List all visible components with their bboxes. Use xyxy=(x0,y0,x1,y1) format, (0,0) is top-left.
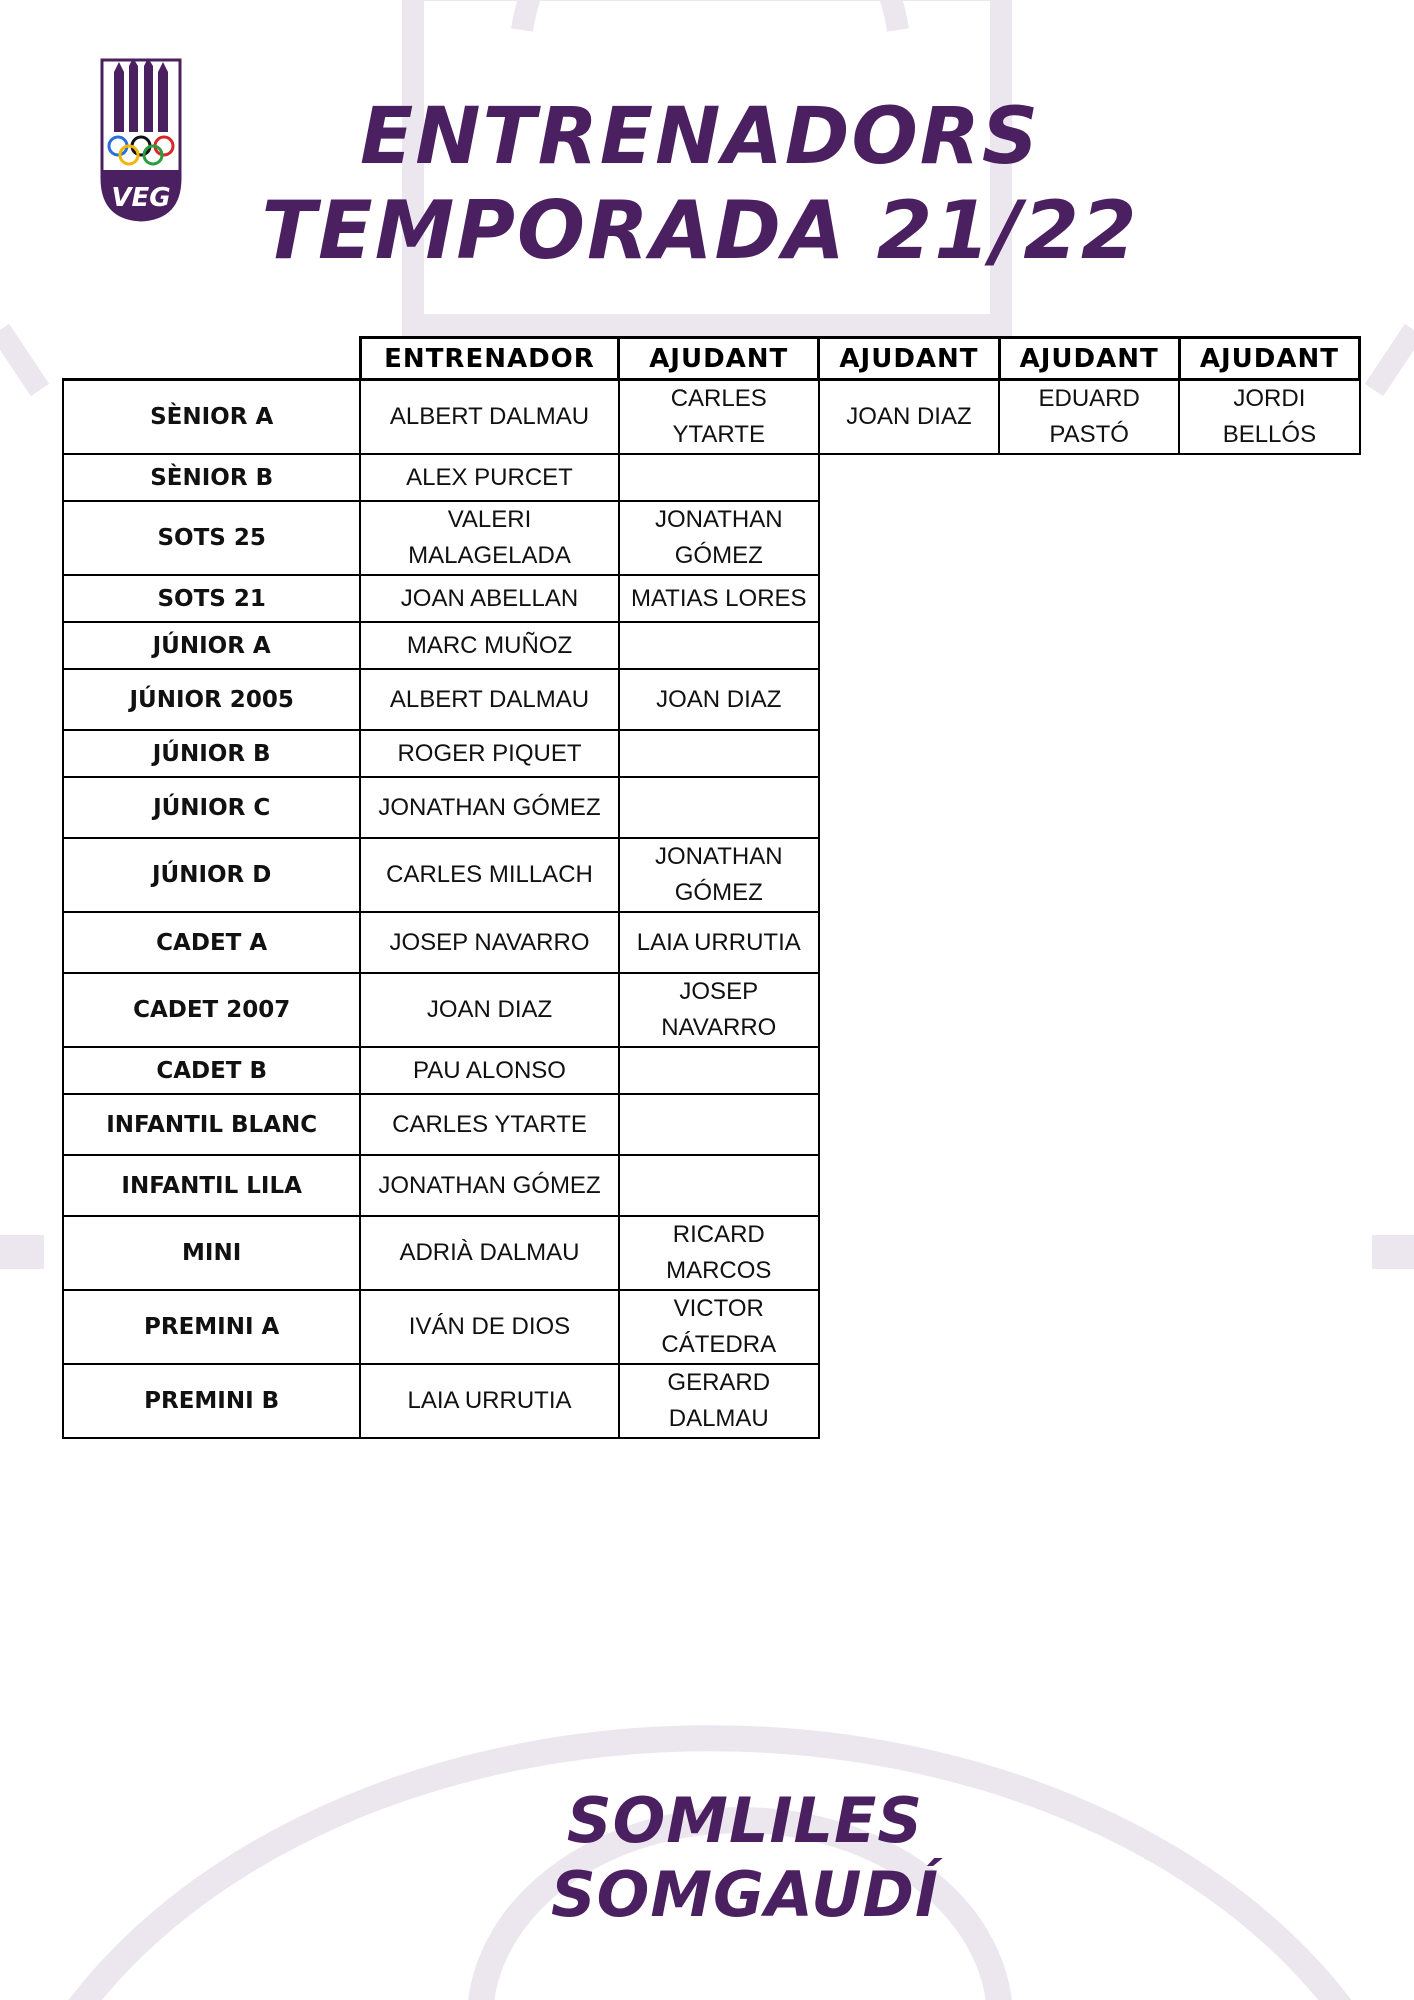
header-entrenador: ENTRENADOR xyxy=(360,338,618,380)
entrenador-cell: JOSEP NAVARRO xyxy=(360,912,618,973)
ajudant-2-cell: JOAN DIAZ xyxy=(819,380,999,455)
header-ajudant-4: AJUDANT xyxy=(1179,338,1359,380)
empty-cell xyxy=(819,454,1360,501)
entrenador-cell: CARLES YTARTE xyxy=(360,1094,618,1155)
table-row xyxy=(63,973,1360,1047)
table-row xyxy=(63,380,1360,455)
logo-text: VEG xyxy=(111,183,171,213)
team-cell: SOTS 25 xyxy=(63,501,360,575)
entrenador-cell: ALEX PURCET xyxy=(360,454,618,501)
team-cell: SÈNIOR A xyxy=(63,380,360,455)
empty-cell xyxy=(819,730,1360,777)
team-cell: SOTS 21 xyxy=(63,575,360,622)
empty-cell xyxy=(819,973,1360,1047)
team-cell: PREMINI B xyxy=(63,1364,360,1438)
table-row xyxy=(63,1094,1360,1155)
empty-cell xyxy=(819,912,1360,973)
entrenador-cell: IVÁN DE DIOS xyxy=(360,1290,618,1364)
table-row xyxy=(63,777,1360,838)
entrenador-cell: PAU ALONSO xyxy=(360,1047,618,1094)
entrenador-cell: ADRIÀ DALMAU xyxy=(360,1216,618,1290)
header-ajudant-3: AJUDANT xyxy=(999,338,1179,380)
ajudant-1-cell: CARLES YTARTE xyxy=(619,380,819,455)
empty-cell xyxy=(819,622,1360,669)
ajudant-1-cell: JOSEP NAVARRO xyxy=(619,973,819,1047)
footer-slogan-line1: SOMLILES xyxy=(566,1784,924,1857)
header-ajudant-2: AJUDANT xyxy=(819,338,999,380)
entrenador-cell: MARC MUÑOZ xyxy=(360,622,618,669)
table-row xyxy=(63,1290,1360,1364)
empty-cell xyxy=(819,669,1360,730)
table-row xyxy=(63,912,1360,973)
ajudant-1-cell xyxy=(619,454,819,501)
ajudant-1-cell xyxy=(619,1047,819,1094)
empty-cell xyxy=(819,1216,1360,1290)
table-row xyxy=(63,501,1360,575)
header-ajudant-1: AJUDANT xyxy=(619,338,819,380)
team-cell: JÚNIOR A xyxy=(63,622,360,669)
team-cell: MINI xyxy=(63,1216,360,1290)
table-header-row xyxy=(63,338,1360,380)
table-row xyxy=(63,1364,1360,1438)
team-cell: CADET B xyxy=(63,1047,360,1094)
team-cell: PREMINI A xyxy=(63,1290,360,1364)
empty-cell xyxy=(819,838,1360,912)
ajudant-4-cell: JORDI BELLÓS xyxy=(1179,380,1359,455)
team-cell: JÚNIOR 2005 xyxy=(63,669,360,730)
page-title-line2: TEMPORADA 21/22 xyxy=(261,184,1139,277)
table-row xyxy=(63,838,1360,912)
empty-cell xyxy=(819,575,1360,622)
ajudant-1-cell xyxy=(619,622,819,669)
team-cell: INFANTIL BLANC xyxy=(63,1094,360,1155)
empty-cell xyxy=(819,1094,1360,1155)
entrenador-cell: CARLES MILLACH xyxy=(360,838,618,912)
entrenador-cell: JONATHAN GÓMEZ xyxy=(360,1155,618,1216)
table-row xyxy=(63,1155,1360,1216)
team-cell: SÈNIOR B xyxy=(63,454,360,501)
ajudant-1-cell: RICARD MARCOS xyxy=(619,1216,819,1290)
entrenador-cell: VALERI MALAGELADA xyxy=(360,501,618,575)
ajudant-1-cell xyxy=(619,1155,819,1216)
entrenador-cell: JOAN ABELLAN xyxy=(360,575,618,622)
table-row xyxy=(63,669,1360,730)
ajudant-1-cell: GERARD DALMAU xyxy=(619,1364,819,1438)
ajudant-1-cell: JOAN DIAZ xyxy=(619,669,819,730)
empty-cell xyxy=(819,1290,1360,1364)
empty-cell xyxy=(819,1364,1360,1438)
ajudant-1-cell: JONATHAN GÓMEZ xyxy=(619,501,819,575)
table-body xyxy=(63,380,1360,1439)
table-row xyxy=(63,622,1360,669)
team-cell: INFANTIL LILA xyxy=(63,1155,360,1216)
entrenador-cell: ROGER PIQUET xyxy=(360,730,618,777)
team-cell: JÚNIOR B xyxy=(63,730,360,777)
empty-cell xyxy=(819,501,1360,575)
entrenador-cell: ALBERT DALMAU xyxy=(360,380,618,455)
team-cell: CADET 2007 xyxy=(63,973,360,1047)
table-row xyxy=(63,730,1360,777)
ajudant-1-cell: VICTOR CÁTEDRA xyxy=(619,1290,819,1364)
ajudant-3-cell: EDUARD PASTÓ xyxy=(999,380,1179,455)
ajudant-1-cell xyxy=(619,777,819,838)
ajudant-1-cell: LAIA URRUTIA xyxy=(619,912,819,973)
entrenador-cell: JONATHAN GÓMEZ xyxy=(360,777,618,838)
club-shield-icon xyxy=(100,58,182,222)
empty-cell xyxy=(819,1155,1360,1216)
table-row xyxy=(63,1047,1360,1094)
empty-cell xyxy=(819,777,1360,838)
ajudant-1-cell xyxy=(619,730,819,777)
table-row xyxy=(63,454,1360,501)
coaches-table xyxy=(62,336,1361,1439)
ajudant-1-cell xyxy=(619,1094,819,1155)
ajudant-1-cell: MATIAS LORES xyxy=(619,575,819,622)
page-title-line1: ENTRENADORS xyxy=(359,92,1041,182)
entrenador-cell: LAIA URRUTIA xyxy=(360,1364,618,1438)
table-row xyxy=(63,575,1360,622)
entrenador-cell: ALBERT DALMAU xyxy=(360,669,618,730)
empty-cell xyxy=(819,1047,1360,1094)
footer-slogan-line2: SOMGAUDÍ xyxy=(550,1858,940,1931)
team-cell: JÚNIOR C xyxy=(63,777,360,838)
team-cell: CADET A xyxy=(63,912,360,973)
team-cell: JÚNIOR D xyxy=(63,838,360,912)
header-empty xyxy=(63,338,360,380)
ajudant-1-cell: JONATHAN GÓMEZ xyxy=(619,838,819,912)
entrenador-cell: JOAN DIAZ xyxy=(360,973,618,1047)
table-row xyxy=(63,1216,1360,1290)
